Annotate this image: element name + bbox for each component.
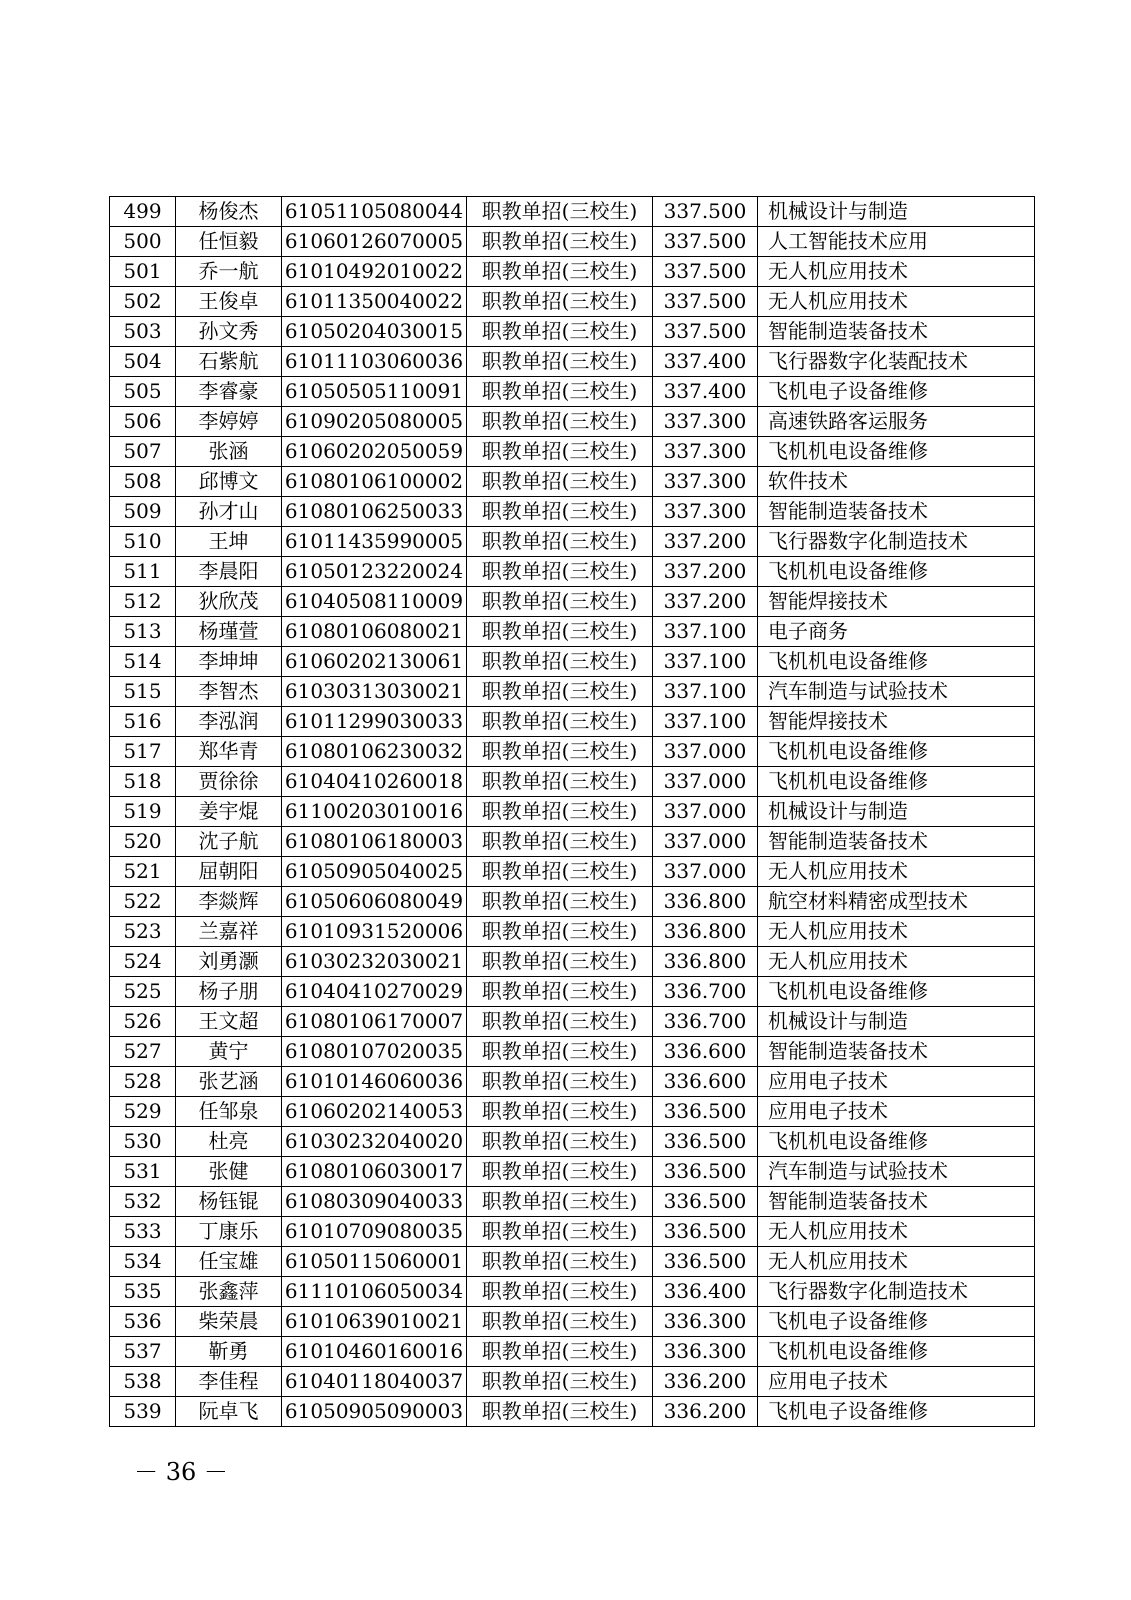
exam-id-cell: 61010492010022 — [282, 257, 467, 287]
score-cell: 336.800 — [653, 947, 758, 977]
exam-id-cell: 61010931520006 — [282, 917, 467, 947]
admission-type-cell: 职教单招(三校生) — [467, 647, 653, 677]
score-cell: 336.600 — [653, 1037, 758, 1067]
exam-id-cell: 61030313030021 — [282, 677, 467, 707]
admission-type-cell: 职教单招(三校生) — [467, 857, 653, 887]
admission-type-cell: 职教单招(三校生) — [467, 1157, 653, 1187]
table-row — [110, 287, 1035, 317]
score-cell: 337.500 — [653, 317, 758, 347]
student-name-cell: 张健 — [176, 1157, 282, 1187]
score-cell: 337.500 — [653, 227, 758, 257]
row-number-cell: 502 — [110, 287, 176, 317]
score-cell: 336.400 — [653, 1277, 758, 1307]
table-row — [110, 1157, 1035, 1187]
row-number-cell: 514 — [110, 647, 176, 677]
table-row — [110, 1067, 1035, 1097]
table-row — [110, 377, 1035, 407]
major-cell: 飞机机电设备维修 — [758, 977, 1035, 1007]
exam-id-cell: 61010146060036 — [282, 1067, 467, 1097]
exam-id-cell: 61050606080049 — [282, 887, 467, 917]
student-name-cell: 刘勇灏 — [176, 947, 282, 977]
table-row — [110, 527, 1035, 557]
admission-type-cell: 职教单招(三校生) — [467, 1037, 653, 1067]
major-cell: 飞机机电设备维修 — [758, 1337, 1035, 1367]
row-number-cell: 509 — [110, 497, 176, 527]
admission-type-cell: 职教单招(三校生) — [467, 407, 653, 437]
major-cell: 无人机应用技术 — [758, 917, 1035, 947]
admission-type-cell: 职教单招(三校生) — [467, 497, 653, 527]
exam-id-cell: 61030232030021 — [282, 947, 467, 977]
major-cell: 汽车制造与试验技术 — [758, 1157, 1035, 1187]
student-name-cell: 黄宁 — [176, 1037, 282, 1067]
table-row — [110, 977, 1035, 1007]
score-cell: 337.300 — [653, 467, 758, 497]
major-cell: 飞机电子设备维修 — [758, 1307, 1035, 1337]
exam-id-cell: 61080309040033 — [282, 1187, 467, 1217]
student-name-cell: 任邹泉 — [176, 1097, 282, 1127]
admission-type-cell: 职教单招(三校生) — [467, 1217, 653, 1247]
admission-type-cell: 职教单招(三校生) — [467, 797, 653, 827]
table-row — [110, 1247, 1035, 1277]
table-row — [110, 1127, 1035, 1157]
admission-type-cell: 职教单招(三校生) — [467, 1187, 653, 1217]
score-cell: 337.100 — [653, 707, 758, 737]
row-number-cell: 524 — [110, 947, 176, 977]
score-cell: 336.500 — [653, 1217, 758, 1247]
major-cell: 飞机机电设备维修 — [758, 557, 1035, 587]
exam-id-cell: 61090205080005 — [282, 407, 467, 437]
major-cell: 机械设计与制造 — [758, 1007, 1035, 1037]
admission-list-table — [109, 196, 1035, 1427]
major-cell: 飞机机电设备维修 — [758, 647, 1035, 677]
table-row — [110, 197, 1035, 227]
admission-type-cell: 职教单招(三校生) — [467, 377, 653, 407]
student-name-cell: 王文超 — [176, 1007, 282, 1037]
score-cell: 337.000 — [653, 827, 758, 857]
student-name-cell: 李燚辉 — [176, 887, 282, 917]
major-cell: 高速铁路客运服务 — [758, 407, 1035, 437]
major-cell: 人工智能技术应用 — [758, 227, 1035, 257]
row-number-cell: 518 — [110, 767, 176, 797]
exam-id-cell: 61050123220024 — [282, 557, 467, 587]
row-number-cell: 536 — [110, 1307, 176, 1337]
major-cell: 航空材料精密成型技术 — [758, 887, 1035, 917]
admission-type-cell: 职教单招(三校生) — [467, 737, 653, 767]
score-cell: 336.700 — [653, 977, 758, 1007]
major-cell: 无人机应用技术 — [758, 257, 1035, 287]
exam-id-cell: 61060202050059 — [282, 437, 467, 467]
student-name-cell: 杜亮 — [176, 1127, 282, 1157]
score-cell: 337.000 — [653, 797, 758, 827]
major-cell: 智能制造装备技术 — [758, 1187, 1035, 1217]
row-number-cell: 523 — [110, 917, 176, 947]
row-number-cell: 499 — [110, 197, 176, 227]
major-cell: 飞机电子设备维修 — [758, 1397, 1035, 1427]
exam-id-cell: 61051105080044 — [282, 197, 467, 227]
exam-id-cell: 61060126070005 — [282, 227, 467, 257]
table-row — [110, 947, 1035, 977]
table-row — [110, 797, 1035, 827]
score-cell: 336.500 — [653, 1187, 758, 1217]
major-cell: 飞机机电设备维修 — [758, 437, 1035, 467]
exam-id-cell: 61080106100002 — [282, 467, 467, 497]
score-cell: 336.300 — [653, 1337, 758, 1367]
score-cell: 337.500 — [653, 197, 758, 227]
score-cell: 336.800 — [653, 887, 758, 917]
student-name-cell: 李婷婷 — [176, 407, 282, 437]
row-number-cell: 520 — [110, 827, 176, 857]
major-cell: 飞机机电设备维修 — [758, 737, 1035, 767]
exam-id-cell: 61050505110091 — [282, 377, 467, 407]
student-name-cell: 杨俊杰 — [176, 197, 282, 227]
major-cell: 机械设计与制造 — [758, 797, 1035, 827]
row-number-cell: 505 — [110, 377, 176, 407]
admission-type-cell: 职教单招(三校生) — [467, 437, 653, 467]
student-name-cell: 孙才山 — [176, 497, 282, 527]
admission-type-cell: 职教单招(三校生) — [467, 887, 653, 917]
table-row — [110, 617, 1035, 647]
student-name-cell: 邱博文 — [176, 467, 282, 497]
exam-id-cell: 61080106230032 — [282, 737, 467, 767]
row-number-cell: 527 — [110, 1037, 176, 1067]
student-name-cell: 靳勇 — [176, 1337, 282, 1367]
student-name-cell: 贾徐徐 — [176, 767, 282, 797]
row-number-cell: 515 — [110, 677, 176, 707]
table-row — [110, 587, 1035, 617]
major-cell: 无人机应用技术 — [758, 947, 1035, 977]
major-cell: 飞机电子设备维修 — [758, 377, 1035, 407]
exam-id-cell: 61040508110009 — [282, 587, 467, 617]
student-name-cell: 张涵 — [176, 437, 282, 467]
score-cell: 337.100 — [653, 677, 758, 707]
exam-id-cell: 61080107020035 — [282, 1037, 467, 1067]
table-row — [110, 857, 1035, 887]
major-cell: 飞机机电设备维修 — [758, 1127, 1035, 1157]
table-row — [110, 707, 1035, 737]
student-name-cell: 李智杰 — [176, 677, 282, 707]
major-cell: 无人机应用技术 — [758, 857, 1035, 887]
student-name-cell: 阮卓飞 — [176, 1397, 282, 1427]
admission-type-cell: 职教单招(三校生) — [467, 617, 653, 647]
score-cell: 336.500 — [653, 1127, 758, 1157]
major-cell: 无人机应用技术 — [758, 287, 1035, 317]
admission-type-cell: 职教单招(三校生) — [467, 1067, 653, 1097]
table-row — [110, 317, 1035, 347]
major-cell: 应用电子技术 — [758, 1097, 1035, 1127]
row-number-cell: 539 — [110, 1397, 176, 1427]
score-cell: 337.200 — [653, 527, 758, 557]
score-cell: 336.200 — [653, 1367, 758, 1397]
admission-type-cell: 职教单招(三校生) — [467, 827, 653, 857]
student-name-cell: 乔一航 — [176, 257, 282, 287]
student-name-cell: 李泓润 — [176, 707, 282, 737]
exam-id-cell: 61050905090003 — [282, 1397, 467, 1427]
student-name-cell: 李晨阳 — [176, 557, 282, 587]
row-number-cell: 535 — [110, 1277, 176, 1307]
student-name-cell: 杨子朋 — [176, 977, 282, 1007]
row-number-cell: 506 — [110, 407, 176, 437]
exam-id-cell: 61050115060001 — [282, 1247, 467, 1277]
row-number-cell: 500 — [110, 227, 176, 257]
exam-id-cell: 61100203010016 — [282, 797, 467, 827]
admission-type-cell: 职教单招(三校生) — [467, 287, 653, 317]
table-row — [110, 827, 1035, 857]
student-name-cell: 姜宇焜 — [176, 797, 282, 827]
score-cell: 337.500 — [653, 287, 758, 317]
score-cell: 336.500 — [653, 1247, 758, 1277]
table-row — [110, 497, 1035, 527]
row-number-cell: 522 — [110, 887, 176, 917]
exam-id-cell: 61080106030017 — [282, 1157, 467, 1187]
row-number-cell: 511 — [110, 557, 176, 587]
exam-id-cell: 61060202140053 — [282, 1097, 467, 1127]
major-cell: 软件技术 — [758, 467, 1035, 497]
row-number-cell: 510 — [110, 527, 176, 557]
exam-id-cell: 61080106080021 — [282, 617, 467, 647]
table-row — [110, 1367, 1035, 1397]
exam-id-cell: 61030232040020 — [282, 1127, 467, 1157]
admission-type-cell: 职教单招(三校生) — [467, 347, 653, 377]
exam-id-cell: 61080106250033 — [282, 497, 467, 527]
major-cell: 机械设计与制造 — [758, 197, 1035, 227]
exam-id-cell: 61040410270029 — [282, 977, 467, 1007]
table-row — [110, 1397, 1035, 1427]
major-cell: 智能制造装备技术 — [758, 827, 1035, 857]
score-cell: 336.500 — [653, 1157, 758, 1187]
admission-type-cell: 职教单招(三校生) — [467, 1337, 653, 1367]
row-number-cell: 512 — [110, 587, 176, 617]
score-cell: 337.000 — [653, 767, 758, 797]
major-cell: 无人机应用技术 — [758, 1247, 1035, 1277]
major-cell: 智能制造装备技术 — [758, 497, 1035, 527]
row-number-cell: 534 — [110, 1247, 176, 1277]
student-name-cell: 李佳程 — [176, 1367, 282, 1397]
table-row — [110, 227, 1035, 257]
admission-type-cell: 职教单招(三校生) — [467, 767, 653, 797]
major-cell: 电子商务 — [758, 617, 1035, 647]
table-row — [110, 647, 1035, 677]
exam-id-cell: 61040118040037 — [282, 1367, 467, 1397]
student-name-cell: 兰嘉祥 — [176, 917, 282, 947]
score-cell: 337.000 — [653, 857, 758, 887]
table-row — [110, 557, 1035, 587]
exam-id-cell: 61110106050034 — [282, 1277, 467, 1307]
student-name-cell: 任恒毅 — [176, 227, 282, 257]
student-name-cell: 丁康乐 — [176, 1217, 282, 1247]
score-cell: 337.000 — [653, 737, 758, 767]
score-cell: 337.500 — [653, 257, 758, 287]
score-cell: 336.500 — [653, 1097, 758, 1127]
exam-id-cell: 61050204030015 — [282, 317, 467, 347]
row-number-cell: 521 — [110, 857, 176, 887]
major-cell: 无人机应用技术 — [758, 1217, 1035, 1247]
exam-id-cell: 61010639010021 — [282, 1307, 467, 1337]
table-row — [110, 737, 1035, 767]
major-cell: 飞行器数字化装配技术 — [758, 347, 1035, 377]
row-number-cell: 508 — [110, 467, 176, 497]
exam-id-cell: 61040410260018 — [282, 767, 467, 797]
admission-type-cell: 职教单招(三校生) — [467, 557, 653, 587]
exam-id-cell: 61050905040025 — [282, 857, 467, 887]
major-cell: 飞行器数字化制造技术 — [758, 1277, 1035, 1307]
table-row — [110, 257, 1035, 287]
student-name-cell: 王坤 — [176, 527, 282, 557]
table-row — [110, 467, 1035, 497]
major-cell: 智能制造装备技术 — [758, 1037, 1035, 1067]
table-row — [110, 677, 1035, 707]
admission-type-cell: 职教单招(三校生) — [467, 587, 653, 617]
score-cell: 336.800 — [653, 917, 758, 947]
admission-type-cell: 职教单招(三校生) — [467, 1367, 653, 1397]
score-cell: 337.400 — [653, 377, 758, 407]
student-name-cell: 郑华青 — [176, 737, 282, 767]
table-row — [110, 347, 1035, 377]
major-cell: 智能焊接技术 — [758, 587, 1035, 617]
table-row — [110, 887, 1035, 917]
student-name-cell: 张鑫萍 — [176, 1277, 282, 1307]
exam-id-cell: 61080106170007 — [282, 1007, 467, 1037]
table-row — [110, 917, 1035, 947]
major-cell: 汽车制造与试验技术 — [758, 677, 1035, 707]
admission-type-cell: 职教单招(三校生) — [467, 1007, 653, 1037]
major-cell: 智能焊接技术 — [758, 707, 1035, 737]
table-row — [110, 1217, 1035, 1247]
exam-id-cell: 61011435990005 — [282, 527, 467, 557]
exam-id-cell: 61010709080035 — [282, 1217, 467, 1247]
exam-id-cell: 61011103060036 — [282, 347, 467, 377]
student-name-cell: 柴荣晨 — [176, 1307, 282, 1337]
admission-type-cell: 职教单招(三校生) — [467, 677, 653, 707]
admission-type-cell: 职教单招(三校生) — [467, 977, 653, 1007]
row-number-cell: 529 — [110, 1097, 176, 1127]
row-number-cell: 530 — [110, 1127, 176, 1157]
row-number-cell: 507 — [110, 437, 176, 467]
exam-id-cell: 61011299030033 — [282, 707, 467, 737]
score-cell: 336.700 — [653, 1007, 758, 1037]
table-row — [110, 1187, 1035, 1217]
row-number-cell: 528 — [110, 1067, 176, 1097]
score-cell: 337.100 — [653, 617, 758, 647]
row-number-cell: 501 — [110, 257, 176, 287]
admission-type-cell: 职教单招(三校生) — [467, 1097, 653, 1127]
student-name-cell: 李坤坤 — [176, 647, 282, 677]
row-number-cell: 525 — [110, 977, 176, 1007]
major-cell: 飞机机电设备维修 — [758, 767, 1035, 797]
admission-type-cell: 职教单招(三校生) — [467, 257, 653, 287]
score-cell: 337.300 — [653, 497, 758, 527]
score-cell: 336.300 — [653, 1307, 758, 1337]
student-name-cell: 杨钰锟 — [176, 1187, 282, 1217]
admission-type-cell: 职教单招(三校生) — [467, 1397, 653, 1427]
admission-type-cell: 职教单招(三校生) — [467, 1277, 653, 1307]
admission-type-cell: 职教单招(三校生) — [467, 1127, 653, 1157]
major-cell: 智能制造装备技术 — [758, 317, 1035, 347]
student-name-cell: 任宝雄 — [176, 1247, 282, 1277]
admission-type-cell: 职教单招(三校生) — [467, 197, 653, 227]
table-row — [110, 1337, 1035, 1367]
score-cell: 337.200 — [653, 587, 758, 617]
table-row — [110, 1097, 1035, 1127]
admission-type-cell: 职教单招(三校生) — [467, 227, 653, 257]
table-row — [110, 407, 1035, 437]
page-number: － 36 － — [134, 1458, 228, 1486]
student-name-cell: 李睿豪 — [176, 377, 282, 407]
score-cell: 336.600 — [653, 1067, 758, 1097]
admission-type-cell: 职教单招(三校生) — [467, 1307, 653, 1337]
table-row — [110, 1037, 1035, 1067]
student-name-cell: 石紫航 — [176, 347, 282, 377]
score-cell: 337.300 — [653, 437, 758, 467]
admission-type-cell: 职教单招(三校生) — [467, 1247, 653, 1277]
table-row — [110, 1307, 1035, 1337]
table-row — [110, 437, 1035, 467]
admission-type-cell: 职教单招(三校生) — [467, 917, 653, 947]
student-name-cell: 张艺涵 — [176, 1067, 282, 1097]
exam-id-cell: 61010460160016 — [282, 1337, 467, 1367]
admission-type-cell: 职教单招(三校生) — [467, 707, 653, 737]
score-cell: 337.200 — [653, 557, 758, 587]
admission-type-cell: 职教单招(三校生) — [467, 527, 653, 557]
admission-type-cell: 职教单招(三校生) — [467, 467, 653, 497]
admission-type-cell: 职教单招(三校生) — [467, 947, 653, 977]
student-name-cell: 屈朝阳 — [176, 857, 282, 887]
student-name-cell: 狄欣茂 — [176, 587, 282, 617]
score-cell: 336.200 — [653, 1397, 758, 1427]
row-number-cell: 513 — [110, 617, 176, 647]
row-number-cell: 538 — [110, 1367, 176, 1397]
table-row — [110, 1277, 1035, 1307]
row-number-cell: 504 — [110, 347, 176, 377]
exam-id-cell: 61060202130061 — [282, 647, 467, 677]
student-name-cell: 杨瑾萱 — [176, 617, 282, 647]
score-cell: 337.400 — [653, 347, 758, 377]
table-row — [110, 767, 1035, 797]
row-number-cell: 537 — [110, 1337, 176, 1367]
row-number-cell: 533 — [110, 1217, 176, 1247]
student-name-cell: 沈子航 — [176, 827, 282, 857]
row-number-cell: 503 — [110, 317, 176, 347]
student-name-cell: 王俊卓 — [176, 287, 282, 317]
row-number-cell: 532 — [110, 1187, 176, 1217]
major-cell: 应用电子技术 — [758, 1367, 1035, 1397]
table-body — [110, 197, 1035, 1427]
row-number-cell: 517 — [110, 737, 176, 767]
score-cell: 337.100 — [653, 647, 758, 677]
admission-type-cell: 职教单招(三校生) — [467, 317, 653, 347]
major-cell: 应用电子技术 — [758, 1067, 1035, 1097]
student-name-cell: 孙文秀 — [176, 317, 282, 347]
exam-id-cell: 61011350040022 — [282, 287, 467, 317]
row-number-cell: 519 — [110, 797, 176, 827]
row-number-cell: 516 — [110, 707, 176, 737]
exam-id-cell: 61080106180003 — [282, 827, 467, 857]
table-row — [110, 1007, 1035, 1037]
major-cell: 飞行器数字化制造技术 — [758, 527, 1035, 557]
row-number-cell: 531 — [110, 1157, 176, 1187]
score-cell: 337.300 — [653, 407, 758, 437]
row-number-cell: 526 — [110, 1007, 176, 1037]
